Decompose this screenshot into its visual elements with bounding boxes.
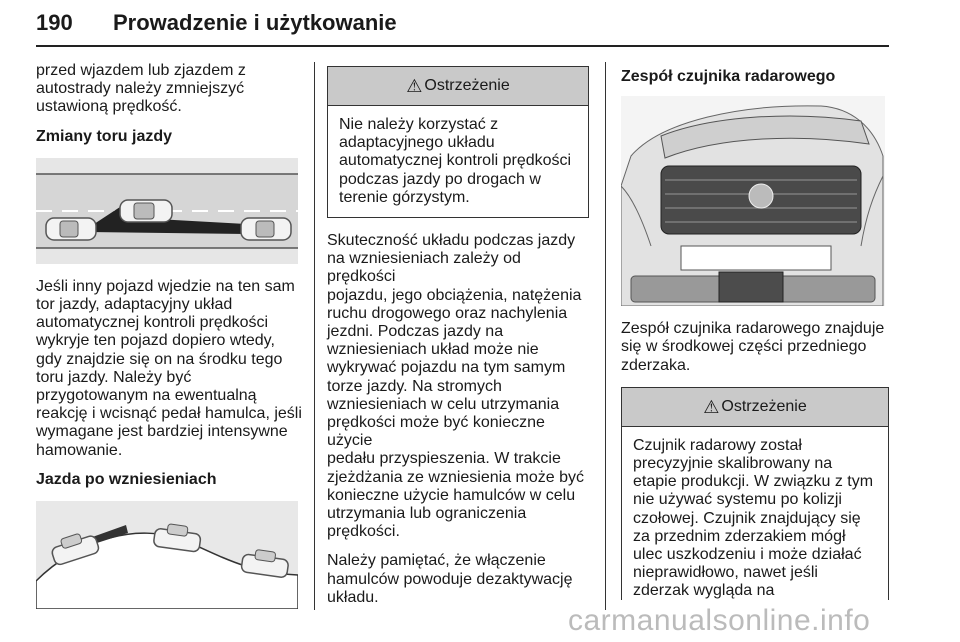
warning-title: Ostrzeżenie <box>424 76 510 94</box>
lane-change-illustration <box>36 158 298 264</box>
heading-hills: Jazda po wzniesieniach <box>36 470 217 488</box>
header-rule <box>36 45 889 47</box>
watermark: carmanualsonline.info <box>568 604 871 637</box>
page-number: 190 <box>36 10 73 35</box>
radar-paragraph: Zespół czujnika radarowego znajduje się w środkowej części przedniego zderzaka. <box>621 320 885 374</box>
warning-box-hills <box>327 66 589 218</box>
warning-text: Nie należy korzystać z adaptacyjnego układu automatycznej kontroli prędkości podczas jazdy po drogach w terenie górzystym. <box>339 116 572 206</box>
hills-paragraph: Skuteczność układu podczas jazdy na wzniesieniach zależy od prędkości pojazdu, jego obciążenia, natężenia ruchu drogowego oraz nachylenia jezdni. Podczas jazdy na wzniesieniach układ może nie wykrywać pojazdu na tym samym torze jazdy. Na stromych wzniesieniach w celu utrzymania prędkości może być konieczne użycie pedału przyspieszenia. W trakcie zjeżdżania ze wzniesienia może być konieczne użycie hamulców w celu utrzymania lub ograniczenia prędkości. <box>327 232 585 541</box>
warning-triangle-icon: ⚠ <box>406 76 423 96</box>
car-right <box>241 218 291 240</box>
column-divider-2 <box>605 62 606 610</box>
warning-title: Ostrzeżenie <box>721 397 807 415</box>
warning-box-radar <box>621 387 889 600</box>
column-right <box>621 62 889 614</box>
lane-change-paragraph: Jeśli inny pojazd wjedzie na ten sam tor jazdy, adaptacyjny układ automatycznej kontroli prędkości wykryje ten pojazd dopiero wtedy, gdy znajdzie się on na środku tego toru jazdy. Należy być przygotowanym na ewentualną reakcję i wcisnąć pedał hamulca, jeśli wymagane jest bardziej intensywne hamowanie. <box>36 277 302 459</box>
heading-lane-change: Zmiany toru jazdy <box>36 127 173 145</box>
page-title: Prowadzenie i użytkowanie <box>113 10 397 35</box>
warning-triangle-icon: ⚠ <box>703 396 720 417</box>
car-middle <box>120 200 172 222</box>
heading-radar-sensor: Zespół czujnika radarowego <box>621 68 836 85</box>
car-left <box>46 218 96 240</box>
hill-driving-illustration <box>36 501 298 609</box>
brakes-paragraph: Należy pamiętać, że włączenie hamulców powoduje dezaktywację układu. <box>327 552 573 606</box>
warning-text: Czujnik radarowy został precyzyjnie skalibrowany na etapie produkcji. W związku z tym nie używać systemu po kolizji czołowej. Czujnik znajdujący się za przednim zderzakiem mógł ulec uszkodzeniu i może działać nieprawidłowo, nawet jeśli zderzak wygląda na <box>633 436 874 600</box>
radar-sensor-photo <box>621 96 885 306</box>
column-middle <box>327 66 589 618</box>
column-divider-1 <box>314 62 315 610</box>
intro-paragraph: przed wjazdem lub zjazdem z autostrady należy zmniejszyć ustawioną prędkość. <box>36 62 246 116</box>
column-left <box>36 62 302 623</box>
